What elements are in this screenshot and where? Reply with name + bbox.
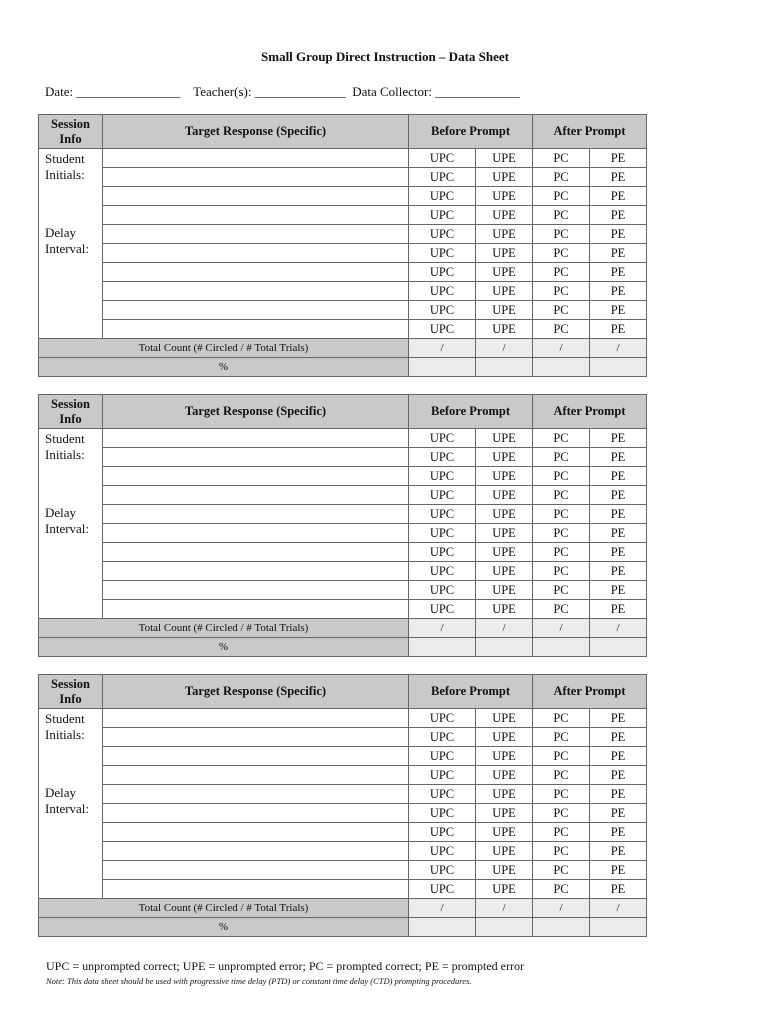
target-response-field[interactable] (103, 429, 409, 448)
code-upe[interactable]: UPE (476, 282, 533, 301)
code-pe[interactable]: PE (590, 842, 647, 861)
code-upc[interactable]: UPC (409, 467, 476, 486)
total-count-field[interactable]: / (590, 339, 647, 358)
session-info-cell (39, 709, 103, 899)
code-pc[interactable]: PC (533, 187, 590, 206)
session-table (38, 674, 647, 937)
trial-row (39, 543, 647, 562)
code-upc[interactable]: UPC (409, 505, 476, 524)
trial-row (39, 187, 647, 206)
target-response-field[interactable] (103, 842, 409, 861)
code-upe[interactable]: UPE (476, 187, 533, 206)
code-upe[interactable]: UPE (476, 263, 533, 282)
trial-row (39, 486, 647, 505)
trial-row (39, 804, 647, 823)
trial-row (39, 244, 647, 263)
code-upc[interactable]: UPC (409, 320, 476, 339)
student-initials-label: Student Initials: (45, 151, 85, 182)
student-initials-label: Student Initials: (45, 711, 85, 742)
target-response-field[interactable] (103, 728, 409, 747)
trial-row (39, 785, 647, 804)
code-upc[interactable]: UPC (409, 429, 476, 448)
code-pe[interactable]: PE (590, 747, 647, 766)
target-response-field[interactable] (103, 861, 409, 880)
code-upc[interactable]: UPC (409, 543, 476, 562)
target-response-field[interactable] (103, 505, 409, 524)
code-upc[interactable]: UPC (409, 562, 476, 581)
code-pe[interactable]: PE (590, 861, 647, 880)
target-response-field[interactable] (103, 543, 409, 562)
code-pc[interactable]: PC (533, 206, 590, 225)
code-pc[interactable]: PC (533, 600, 590, 619)
code-pe[interactable]: PE (590, 263, 647, 282)
code-pe[interactable]: PE (590, 225, 647, 244)
before-prompt-header: Before Prompt (409, 675, 533, 709)
trial-row (39, 709, 647, 728)
code-upc[interactable]: UPC (409, 747, 476, 766)
target-response-field[interactable] (103, 524, 409, 543)
percent-label: % (39, 638, 409, 657)
target-response-field[interactable] (103, 263, 409, 282)
code-pe[interactable]: PE (590, 168, 647, 187)
target-response-field[interactable] (103, 486, 409, 505)
code-upc[interactable]: UPC (409, 448, 476, 467)
total-count-label: Total Count (# Circled / # Total Trials) (39, 619, 409, 638)
trial-row (39, 149, 647, 168)
code-upe[interactable]: UPE (476, 785, 533, 804)
target-response-field[interactable] (103, 320, 409, 339)
after-prompt-header: After Prompt (533, 395, 647, 429)
code-pe[interactable]: PE (590, 785, 647, 804)
code-upc[interactable]: UPC (409, 728, 476, 747)
code-upe[interactable]: UPE (476, 880, 533, 899)
trial-row (39, 524, 647, 543)
code-upc[interactable]: UPC (409, 486, 476, 505)
target-response-field[interactable] (103, 467, 409, 486)
trial-row (39, 505, 647, 524)
code-pc[interactable]: PC (533, 766, 590, 785)
session-table (38, 394, 647, 657)
code-pe[interactable]: PE (590, 486, 647, 505)
total-count-field[interactable]: / (590, 899, 647, 918)
target-response-field[interactable] (103, 301, 409, 320)
code-pc[interactable]: PC (533, 880, 590, 899)
session-info-header: Session Info (39, 395, 103, 429)
code-pe[interactable]: PE (590, 244, 647, 263)
code-pe[interactable]: PE (590, 206, 647, 225)
percent-field[interactable] (409, 638, 476, 657)
percent-label: % (39, 358, 409, 377)
percent-field[interactable] (409, 358, 476, 377)
trial-row (39, 168, 647, 187)
code-upc[interactable]: UPC (409, 785, 476, 804)
after-prompt-header: After Prompt (533, 115, 647, 149)
code-upc[interactable]: UPC (409, 823, 476, 842)
code-upc[interactable]: UPC (409, 225, 476, 244)
code-pc[interactable]: PC (533, 149, 590, 168)
trial-row (39, 448, 647, 467)
code-upc[interactable]: UPC (409, 880, 476, 899)
code-upc[interactable]: UPC (409, 600, 476, 619)
trial-row (39, 320, 647, 339)
code-upc[interactable]: UPC (409, 244, 476, 263)
code-upe[interactable]: UPE (476, 543, 533, 562)
trial-row (39, 861, 647, 880)
total-count-label: Total Count (# Circled / # Total Trials) (39, 339, 409, 358)
trial-row (39, 581, 647, 600)
code-upc[interactable]: UPC (409, 282, 476, 301)
percent-field[interactable] (476, 918, 533, 937)
code-upe[interactable]: UPE (476, 149, 533, 168)
code-upe[interactable]: UPE (476, 581, 533, 600)
total-count-label: Total Count (# Circled / # Total Trials) (39, 899, 409, 918)
code-pe[interactable]: PE (590, 581, 647, 600)
code-pc[interactable]: PC (533, 823, 590, 842)
delay-interval-label: Delay Interval: (45, 505, 90, 536)
code-upe[interactable]: UPE (476, 709, 533, 728)
target-response-header: Target Response (Specific) (103, 395, 409, 429)
trial-row (39, 842, 647, 861)
target-response-field[interactable] (103, 168, 409, 187)
trial-row (39, 823, 647, 842)
code-pc[interactable]: PC (533, 263, 590, 282)
usage-note: Note: This data sheet should be used with progressive time delay (PTD) or constant time delay (CTD) prompting procedures. (46, 976, 472, 986)
code-upc[interactable]: UPC (409, 581, 476, 600)
code-upc[interactable]: UPC (409, 149, 476, 168)
code-upc[interactable]: UPC (409, 766, 476, 785)
code-pc[interactable]: PC (533, 225, 590, 244)
session-info-header: Session Info (39, 115, 103, 149)
code-pc[interactable]: PC (533, 244, 590, 263)
code-pc[interactable]: PC (533, 543, 590, 562)
code-pe[interactable]: PE (590, 524, 647, 543)
trial-row (39, 206, 647, 225)
code-pe[interactable]: PE (590, 600, 647, 619)
target-response-field[interactable] (103, 448, 409, 467)
delay-interval-label: Delay Interval: (45, 225, 90, 256)
percent-label: % (39, 918, 409, 937)
percent-field[interactable] (590, 358, 647, 377)
code-legend: UPC = unprompted correct; UPE = unprompted error; PC = prompted correct; PE = prompted error (46, 959, 524, 973)
target-response-field[interactable] (103, 766, 409, 785)
trial-row (39, 225, 647, 244)
trial-row (39, 747, 647, 766)
code-upc[interactable]: UPC (409, 709, 476, 728)
target-response-field[interactable] (103, 149, 409, 168)
total-count-field[interactable]: / (476, 899, 533, 918)
code-pc[interactable]: PC (533, 785, 590, 804)
target-response-field[interactable] (103, 823, 409, 842)
percent-field[interactable] (590, 918, 647, 937)
code-upe[interactable]: UPE (476, 728, 533, 747)
code-upe[interactable]: UPE (476, 766, 533, 785)
trial-row (39, 301, 647, 320)
percent-field[interactable] (476, 358, 533, 377)
trial-row (39, 429, 647, 448)
page-title: Small Group Direct Instruction – Data Sheet (261, 49, 509, 64)
trial-row (39, 467, 647, 486)
code-pe[interactable]: PE (590, 149, 647, 168)
code-upe[interactable]: UPE (476, 747, 533, 766)
code-upc[interactable]: UPC (409, 861, 476, 880)
target-response-field[interactable] (103, 785, 409, 804)
code-pe[interactable]: PE (590, 282, 647, 301)
trial-row (39, 562, 647, 581)
code-pc[interactable]: PC (533, 486, 590, 505)
code-upe[interactable]: UPE (476, 467, 533, 486)
code-upe[interactable]: UPE (476, 429, 533, 448)
target-response-field[interactable] (103, 880, 409, 899)
code-pe[interactable]: PE (590, 448, 647, 467)
code-pc[interactable]: PC (533, 804, 590, 823)
code-pe[interactable]: PE (590, 543, 647, 562)
total-count-field[interactable]: / (590, 619, 647, 638)
code-upe[interactable]: UPE (476, 244, 533, 263)
code-pe[interactable]: PE (590, 823, 647, 842)
after-prompt-header: After Prompt (533, 675, 647, 709)
code-upc[interactable]: UPC (409, 301, 476, 320)
total-count-field[interactable]: / (409, 339, 476, 358)
code-upe[interactable]: UPE (476, 505, 533, 524)
percent-field[interactable] (590, 638, 647, 657)
target-response-field[interactable] (103, 562, 409, 581)
code-pc[interactable]: PC (533, 429, 590, 448)
code-pe[interactable]: PE (590, 880, 647, 899)
session-info-cell (39, 149, 103, 339)
code-pc[interactable]: PC (533, 842, 590, 861)
target-response-field[interactable] (103, 709, 409, 728)
total-count-field[interactable]: / (476, 339, 533, 358)
percent-field[interactable] (533, 358, 590, 377)
code-upe[interactable]: UPE (476, 486, 533, 505)
code-pe[interactable]: PE (590, 429, 647, 448)
percent-field[interactable] (533, 638, 590, 657)
code-upe[interactable]: UPE (476, 225, 533, 244)
header-fields-line: Date: ________________ Teacher(s): ______________ Data Collector: _____________ (45, 84, 520, 99)
code-upe[interactable]: UPE (476, 562, 533, 581)
total-count-field[interactable]: / (533, 339, 590, 358)
code-upe[interactable]: UPE (476, 168, 533, 187)
code-upc[interactable]: UPC (409, 206, 476, 225)
target-response-field[interactable] (103, 282, 409, 301)
code-pc[interactable]: PC (533, 747, 590, 766)
target-response-field[interactable] (103, 187, 409, 206)
trial-row (39, 880, 647, 899)
trial-row (39, 766, 647, 785)
trial-row (39, 600, 647, 619)
code-pe[interactable]: PE (590, 709, 647, 728)
student-initials-label: Student Initials: (45, 431, 85, 462)
code-upc[interactable]: UPC (409, 168, 476, 187)
code-pe[interactable]: PE (590, 467, 647, 486)
code-pc[interactable]: PC (533, 861, 590, 880)
code-pc[interactable]: PC (533, 168, 590, 187)
code-upc[interactable]: UPC (409, 524, 476, 543)
code-pc[interactable]: PC (533, 467, 590, 486)
before-prompt-header: Before Prompt (409, 395, 533, 429)
total-count-field[interactable]: / (533, 899, 590, 918)
target-response-field[interactable] (103, 600, 409, 619)
percent-field[interactable] (533, 918, 590, 937)
code-upe[interactable]: UPE (476, 861, 533, 880)
code-pc[interactable]: PC (533, 581, 590, 600)
code-upc[interactable]: UPC (409, 804, 476, 823)
code-pc[interactable]: PC (533, 728, 590, 747)
target-response-field[interactable] (103, 206, 409, 225)
trial-row (39, 728, 647, 747)
code-pe[interactable]: PE (590, 728, 647, 747)
target-response-field[interactable] (103, 747, 409, 766)
percent-field[interactable] (409, 918, 476, 937)
code-pc[interactable]: PC (533, 562, 590, 581)
code-pc[interactable]: PC (533, 282, 590, 301)
trial-row (39, 263, 647, 282)
code-pc[interactable]: PC (533, 524, 590, 543)
code-pc[interactable]: PC (533, 320, 590, 339)
trial-row (39, 282, 647, 301)
percent-field[interactable] (476, 638, 533, 657)
code-pe[interactable]: PE (590, 320, 647, 339)
code-upe[interactable]: UPE (476, 823, 533, 842)
code-upe[interactable]: UPE (476, 524, 533, 543)
session-info-cell (39, 429, 103, 619)
total-count-field[interactable]: / (409, 619, 476, 638)
target-response-header: Target Response (Specific) (103, 675, 409, 709)
code-upe[interactable]: UPE (476, 842, 533, 861)
code-upc[interactable]: UPC (409, 187, 476, 206)
code-pe[interactable]: PE (590, 804, 647, 823)
delay-interval-label: Delay Interval: (45, 785, 90, 816)
target-response-field[interactable] (103, 225, 409, 244)
target-response-field[interactable] (103, 804, 409, 823)
target-response-field[interactable] (103, 581, 409, 600)
code-pe[interactable]: PE (590, 187, 647, 206)
code-pc[interactable]: PC (533, 709, 590, 728)
code-pe[interactable]: PE (590, 766, 647, 785)
code-upe[interactable]: UPE (476, 206, 533, 225)
total-count-field[interactable]: / (533, 619, 590, 638)
code-pe[interactable]: PE (590, 505, 647, 524)
before-prompt-header: Before Prompt (409, 115, 533, 149)
code-pc[interactable]: PC (533, 301, 590, 320)
code-upe[interactable]: UPE (476, 320, 533, 339)
target-response-field[interactable] (103, 244, 409, 263)
code-upe[interactable]: UPE (476, 600, 533, 619)
code-upc[interactable]: UPC (409, 263, 476, 282)
code-upc[interactable]: UPC (409, 842, 476, 861)
target-response-header: Target Response (Specific) (103, 115, 409, 149)
total-count-field[interactable]: / (409, 899, 476, 918)
code-upe[interactable]: UPE (476, 448, 533, 467)
code-pe[interactable]: PE (590, 562, 647, 581)
code-pc[interactable]: PC (533, 448, 590, 467)
total-count-field[interactable]: / (476, 619, 533, 638)
code-pc[interactable]: PC (533, 505, 590, 524)
code-upe[interactable]: UPE (476, 804, 533, 823)
code-pe[interactable]: PE (590, 301, 647, 320)
code-upe[interactable]: UPE (476, 301, 533, 320)
session-info-header: Session Info (39, 675, 103, 709)
session-table (38, 114, 647, 377)
